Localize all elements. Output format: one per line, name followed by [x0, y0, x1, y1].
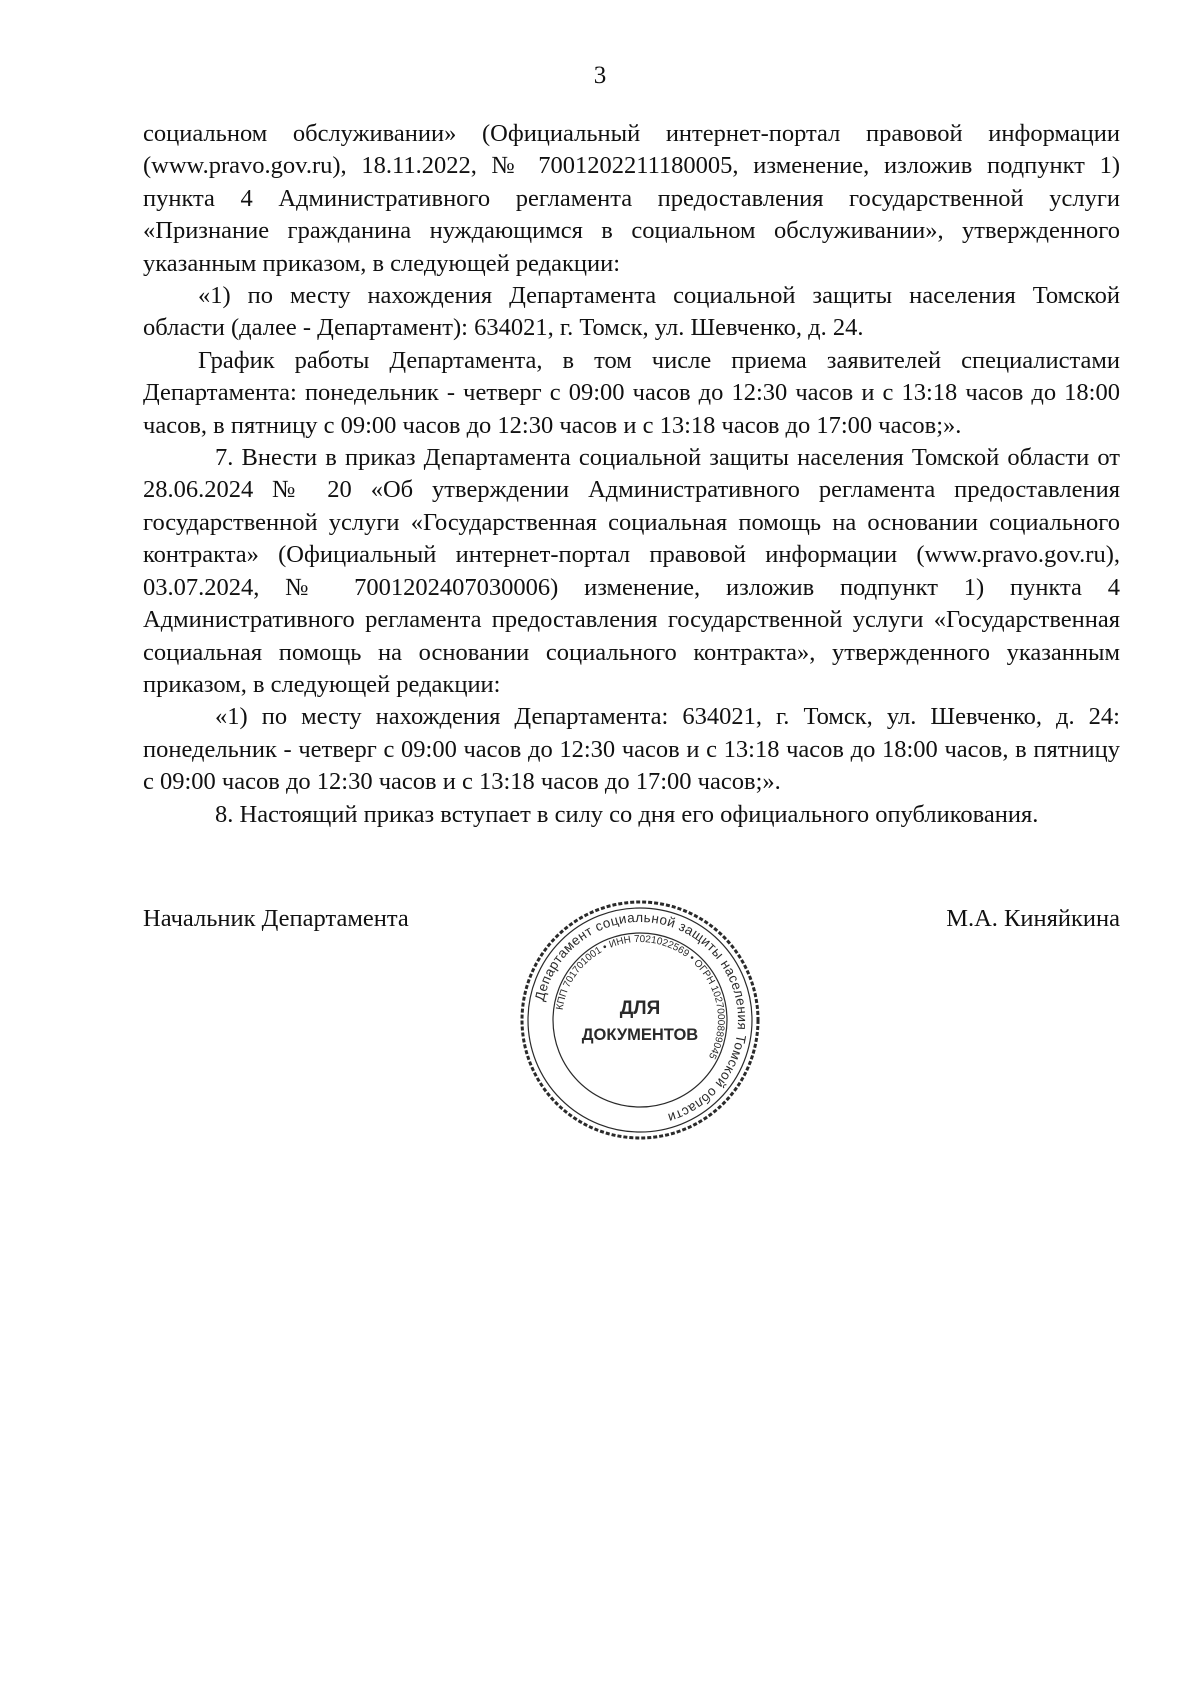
- stamp-center-line1: ДЛЯ: [619, 998, 661, 1019]
- signature-name: М.А. Киняйкина: [946, 905, 1120, 932]
- paragraph-item-8: 8. Настоящий приказ вступает в силу со дня его официального опубликования.: [215, 800, 1039, 828]
- document-body: [143, 118, 1120, 831]
- signature-position: Начальник Департамента: [143, 905, 409, 932]
- page-number: 3: [593, 62, 607, 89]
- paragraph-quote-address: «1) по месту нахождения Департамента социальной защиты населения Томской области (далее - Департамент): 634021, г. Томск, ул. Шевченко, д. 24.: [143, 282, 1120, 342]
- official-stamp: [516, 896, 764, 1144]
- paragraph-item-7: 7. Внести в приказ Департамента социальной защиты населения Томской области от 28.06.2024 № 20 «Об утверждении Административного регламента предоставления государственной услуги «Государственная социальная помощь на основании социального контракта» (Официальный интернет-портал правовой информации (www.pravo.gov.ru), 03.07.2024, № 7001202407030006) изменение, изложив подпункт 1) пункта 4 Административного регламента предоставления государственной услуги «Государственная социальная помощь на основании социального контракта», утвержденного указанным приказом, в следующей редакции:: [143, 444, 1120, 698]
- paragraph-quote-address-2: «1) по месту нахождения Департамента: 634021, г. Томск, ул. Шевченко, д. 24: понедельник - четверг с 09:00 часов до 12:30 часов и с 13:18 часов до 18:00 часов, в пятницу с 09:00 часов до 12:30 часов и с 13:18 часов до 17:00 часов;».: [143, 703, 1120, 796]
- stamp-inner-textpath: КПП 701701001 • ИНН 7021022569 • ОГРН 1027000889045: [554, 933, 727, 1061]
- paragraph-schedule: График работы Департамента, в том числе приема заявителей специалистами Департамента: понедельник - четверг с 09:00 часов до 12:30 часов и с 13:18 часов до 18:00 часов, в пятницу с 09:00 часов до 12:30 часов и с 13:18 часов до 17:00 часов;».: [143, 346, 1120, 439]
- stamp-center-line2: ДОКУМЕНТОВ: [581, 1026, 699, 1044]
- stamp-ring-textpath: Департамент социальной защиты населения Томской области: [531, 909, 751, 1126]
- paragraph-continuation: социальном обслуживании» (Официальный интернет-портал правовой информации (www.pravo.gov.ru), 18.11.2022, № 7001202211180005, изменение, изложив подпункт 1) пункта 4 Административного регламента предоставления государственной услуги «Признание гражданина нуждающимся в социальном обслуживании», утвержденного указанным приказом, в следующей редакции:: [143, 120, 1120, 277]
